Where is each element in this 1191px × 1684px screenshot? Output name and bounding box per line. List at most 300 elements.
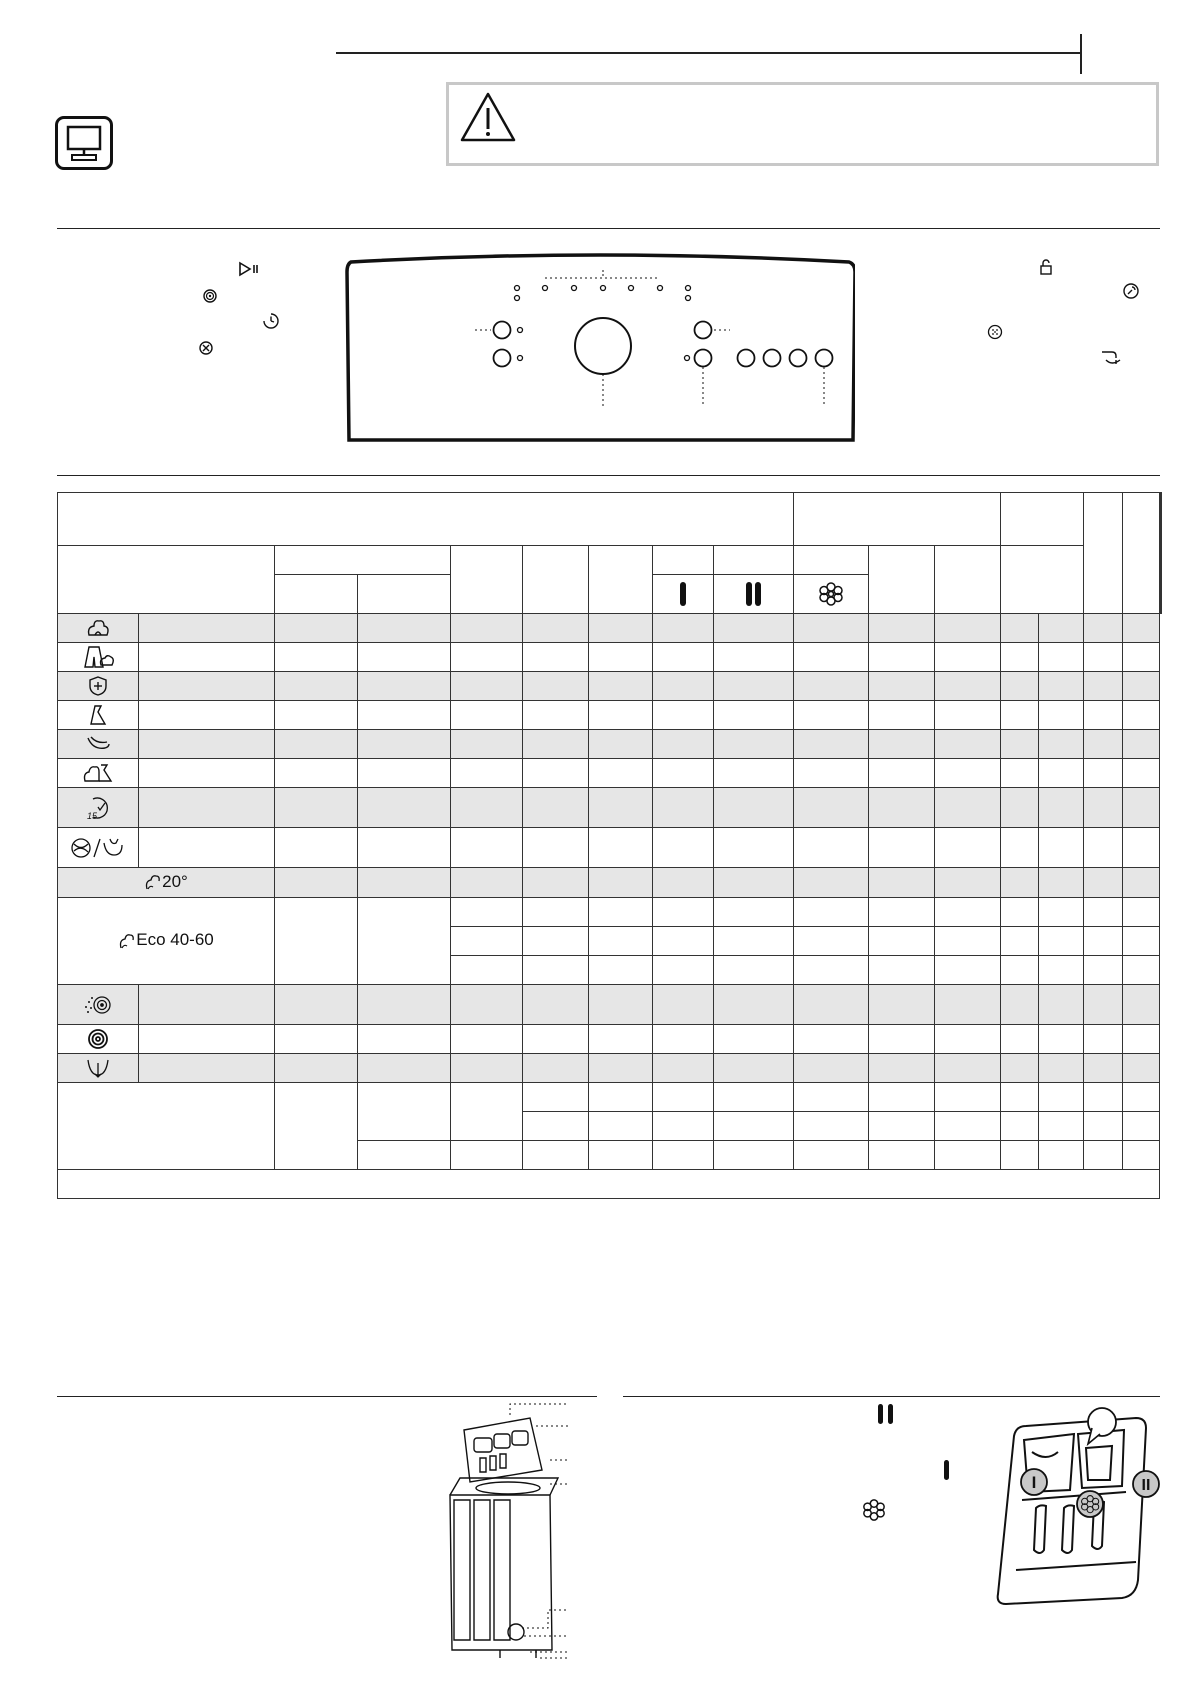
table-header-cell [589,546,653,614]
table-cell [275,1054,358,1083]
table-cell [1084,730,1123,759]
wool-handwash-icon [58,828,139,868]
table-cell [794,1025,869,1054]
table-cell [358,828,451,868]
table-cell [589,701,653,730]
table-cell [589,759,653,788]
table-cell [275,868,358,898]
table-cell [1123,1054,1160,1083]
table-cell [869,643,935,672]
table-cell [275,614,358,643]
table-cell [275,985,358,1025]
table-cell [1084,1112,1123,1141]
table-cell [1039,956,1084,985]
table-cell [275,1025,358,1054]
eco-40-60-label: Eco 40-60 [136,930,214,950]
table-cell [139,759,275,788]
table-cell [653,868,714,898]
table-cell [653,956,714,985]
table-cell [1039,1025,1084,1054]
table-cell [869,927,935,956]
table-cell [1039,701,1084,730]
table-cell [358,614,451,643]
table-cell [1123,1083,1160,1112]
table-cell [358,759,451,788]
eco-40-60-icon [118,932,136,952]
table-cell [451,898,523,927]
table-cell [935,788,1001,828]
cancel-icon [198,340,214,356]
table-cell [523,898,589,927]
table-cell [451,1141,523,1170]
unlock-icon [1038,258,1054,276]
spin-icon [202,288,218,304]
table-cell [653,1112,714,1141]
table-cell [1039,985,1084,1025]
table-cell [1039,1054,1084,1083]
table-row [58,643,1162,672]
table-row [58,868,1162,898]
table-cell [523,1083,589,1112]
table-cell [1001,701,1039,730]
table-cell [1001,730,1039,759]
table-row [58,788,1162,828]
table-cell [935,672,1001,701]
table-cell [58,1083,275,1170]
table-cell [714,927,794,956]
delay-start-icon [262,312,280,330]
table-cell [589,828,653,868]
table-cell [653,759,714,788]
table-cell [869,828,935,868]
eco-20-label: 20° [162,871,188,891]
table-cell [1001,672,1039,701]
table-cell [451,1025,523,1054]
table-cell [451,927,523,956]
table-cell [653,643,714,672]
table-cell [1039,643,1084,672]
table-cell [714,1054,794,1083]
table-cell [714,1083,794,1112]
table-cell [523,868,589,898]
table-header-cell [794,546,869,575]
table-row [58,730,1162,759]
header-rule [336,52,1081,54]
table-cell [358,1025,451,1054]
table-cell [358,672,451,701]
table-cell [794,985,869,1025]
table-cell [589,1025,653,1054]
delicates-icon [58,730,139,759]
detergent-dispenser-illustration [986,1400,1162,1610]
table-cell [714,730,794,759]
table-cell [1039,1112,1084,1141]
table-cell [139,985,275,1025]
table-cell [358,1141,451,1170]
table-cell [1123,927,1160,956]
table-cell [1123,985,1160,1025]
table-cell [714,828,794,868]
table-cell [139,788,275,828]
table-cell [1039,868,1084,898]
eco-synthetics-icon [58,759,139,788]
compartment-I-icon [653,575,714,614]
table-row [58,759,1162,788]
table-header-cell [653,546,714,575]
table-cell [1001,985,1039,1025]
table-cell [275,730,358,759]
table-cell [1001,898,1039,927]
table-cell [869,1054,935,1083]
hygiene-icon [58,672,139,701]
table-cell [935,643,1001,672]
table-header-cell [58,493,794,546]
table-header-cell [58,546,275,614]
table-cell [869,759,935,788]
start-pause-icon [238,261,262,277]
table-header-cell [1001,493,1084,546]
table-cell [869,1083,935,1112]
table-cell [1001,868,1039,898]
table-cell [1039,898,1084,927]
table-cell [714,1141,794,1170]
washing-machine-illustration [440,1400,572,1660]
table-cell [589,730,653,759]
table-cell [1123,898,1160,927]
table-cell [794,1083,869,1112]
table-cell [935,1083,1001,1112]
table-cell [1123,868,1160,898]
table-cell [794,828,869,868]
table-cell [714,788,794,828]
table-cell [589,643,653,672]
table-cell [451,759,523,788]
table-cell [1084,672,1123,701]
table-cell [714,701,794,730]
table-cell [358,730,451,759]
table-cell [523,1054,589,1083]
table-header-cell [358,575,451,614]
table-cell [869,1141,935,1170]
table-cell [714,868,794,898]
table-row [58,672,1162,701]
table-header-cell [794,493,1001,546]
table-cell [358,868,451,898]
table-cell [451,1083,523,1141]
table-cell [589,927,653,956]
table-header-cell [935,546,1001,614]
table-cell [794,1054,869,1083]
table-cell [935,1141,1001,1170]
table-cell [714,898,794,927]
table-cell [1123,672,1160,701]
compartment-II-legend-icon [878,1403,893,1424]
table-cell [523,730,589,759]
table-cell [714,672,794,701]
table-cell [869,868,935,898]
table-cell [451,868,523,898]
header-rule-tick [1080,34,1082,74]
table-cell [139,701,275,730]
table-cell [1084,985,1123,1025]
table-cell [1001,1112,1039,1141]
table-cell [1039,1083,1084,1112]
table-cell [589,672,653,701]
table-cell [1039,828,1084,868]
table-header-cell [275,546,451,575]
table-row [58,614,1162,643]
table-cell [1123,788,1160,828]
table-cell [589,1054,653,1083]
table-cell [1123,759,1160,788]
table-header-cell [275,575,358,614]
table-cell [935,730,1001,759]
bottom-left-rule [57,1396,597,1397]
table-cell [139,614,275,643]
table-cell [935,701,1001,730]
table-header-row [58,493,1162,546]
table-cell [794,956,869,985]
table-cell [653,614,714,643]
table-cell [451,1054,523,1083]
table-cell [451,643,523,672]
table-cell [794,643,869,672]
warning-box [446,82,1159,166]
table-cell [869,672,935,701]
svg-text:15: 15 [87,810,98,821]
table-cell [1123,614,1160,643]
table-cell [794,672,869,701]
table-cell [358,898,451,985]
table-cell [794,614,869,643]
table-cell [1123,701,1160,730]
table-cell [1039,759,1084,788]
table-cell [935,614,1001,643]
table-cell [653,1141,714,1170]
table-cell [714,1112,794,1141]
table-cell [523,788,589,828]
table-cell [275,1083,358,1170]
table-cell [523,614,589,643]
table-cell [1039,614,1084,643]
table-cell [589,868,653,898]
table-cell [935,1112,1001,1141]
table-cell [653,1083,714,1112]
table-row [58,1083,1162,1112]
table-cell [794,1112,869,1141]
table-header-cell [1123,493,1160,614]
table-cell [714,614,794,643]
table-footer-row [58,1170,1162,1199]
table-cell [1001,956,1039,985]
program-table [57,492,1162,1199]
table-cell [653,788,714,828]
mixed-icon [58,643,139,672]
table-row [58,985,1162,1025]
table-cell [1001,1083,1039,1112]
table-cell [275,701,358,730]
eco-40-60-cell [58,898,275,985]
table-cell [869,614,935,643]
table-cell [1039,672,1084,701]
table-cell [935,868,1001,898]
table-cell [714,985,794,1025]
table-cell [1084,956,1123,985]
table-cell [523,643,589,672]
table-cell [653,730,714,759]
table-cell [653,985,714,1025]
table-cell [653,1054,714,1083]
table-cell [1084,701,1123,730]
table-row [58,1054,1162,1083]
table-cell [523,828,589,868]
table-cell [523,985,589,1025]
table-cell [589,788,653,828]
table-cell [714,643,794,672]
table-cell [358,788,451,828]
table-row [58,828,1162,868]
table-cell [869,788,935,828]
eco-20-cell [58,868,275,898]
maintenance-icon [1122,282,1140,300]
table-header-cell [523,546,589,614]
table-cell [1084,828,1123,868]
table-cell [589,985,653,1025]
rinse-spin-icon [58,985,139,1025]
table-cell [451,985,523,1025]
table-cell [653,672,714,701]
table-cell [275,788,358,828]
table-cell [451,614,523,643]
table-cell [1001,643,1039,672]
table-cell [451,956,523,985]
table-cell [275,828,358,868]
rinse-hold-icon [1100,348,1124,368]
table-cell [794,788,869,828]
table-cell [935,1025,1001,1054]
eco-20-icon [144,873,162,893]
table-cell [935,985,1001,1025]
softener-legend-icon [862,1498,886,1522]
table-cell [935,927,1001,956]
table-cell [139,730,275,759]
table-cell [794,759,869,788]
softener-flower-icon [794,575,869,614]
table-cell [869,701,935,730]
table-cell [653,701,714,730]
table-cell [451,701,523,730]
table-cell [589,1141,653,1170]
table-header-cell [1161,493,1162,614]
table-cell [1084,1083,1123,1112]
table-cell [275,643,358,672]
table-cell [523,1141,589,1170]
monitor-icon [55,116,113,170]
table-cell [358,1054,451,1083]
table-cell [714,759,794,788]
table-cell [794,898,869,927]
table-cell [935,759,1001,788]
table-cell [935,898,1001,927]
table-cell [794,1141,869,1170]
table-cell [1084,1141,1123,1170]
table-cell [523,1112,589,1141]
table-cell [139,643,275,672]
table-cell [653,927,714,956]
table-cell [358,985,451,1025]
table-cell [1001,1054,1039,1083]
warning-triangle-icon [459,91,517,143]
table-cell [523,759,589,788]
table-cell [869,956,935,985]
table-cell [451,788,523,828]
table-cell [1084,1054,1123,1083]
compartment-I-legend-icon [944,1459,949,1480]
table-cell [451,730,523,759]
table-cell [794,927,869,956]
spin-only-icon [58,1025,139,1054]
table-cell [1001,828,1039,868]
table-cell [523,927,589,956]
table-cell [1123,828,1160,868]
table-header-cell [451,546,523,614]
table-cell [1084,927,1123,956]
table-cell [589,898,653,927]
table-row [58,898,1162,927]
table-cell [869,730,935,759]
table-cell [589,956,653,985]
table-cell [139,1054,275,1083]
table-cell [523,956,589,985]
table-cell [275,672,358,701]
table-header-cell [714,546,794,575]
table-cell [1001,759,1039,788]
compartment-II-icon [714,575,794,614]
table-cell [714,1025,794,1054]
table-cell [1001,1141,1039,1170]
table-cell [589,1083,653,1112]
table-cell [589,1112,653,1141]
table-cell [523,672,589,701]
table-cell [794,868,869,898]
table-cell [589,614,653,643]
cotton-eco-icon [58,614,139,643]
table-cell [1123,1141,1160,1170]
table-cell [275,898,358,985]
table-cell [139,1025,275,1054]
table-cell [869,1025,935,1054]
table-cell [1039,788,1084,828]
table-cell [139,828,275,868]
table-header-row [58,546,1162,575]
table-cell [935,956,1001,985]
table-cell [1001,614,1039,643]
control-panel-diagram [345,252,855,442]
table-cell [1039,730,1084,759]
section-divider-2 [57,475,1160,476]
table-cell [1084,898,1123,927]
table-cell [714,956,794,985]
quick-15-icon [58,788,139,828]
table-cell [794,701,869,730]
table-row [58,1025,1162,1054]
table-cell [1123,956,1160,985]
bottom-right-rule [623,1396,1160,1397]
table-header-cell [869,546,935,614]
table-cell [869,898,935,927]
table-cell [653,828,714,868]
table-cell [523,1025,589,1054]
